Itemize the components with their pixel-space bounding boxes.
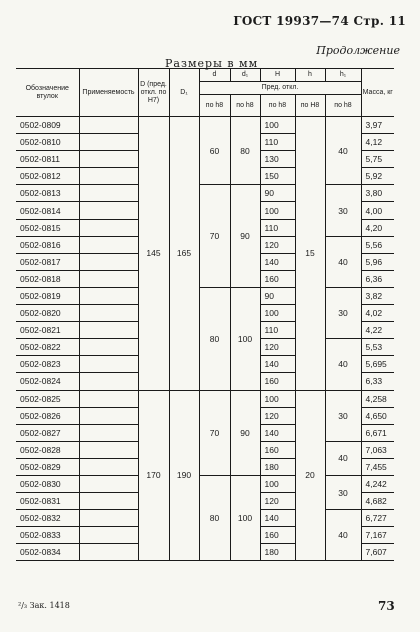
application-cell	[79, 253, 138, 270]
application-cell	[79, 373, 138, 390]
D-cell: 145	[138, 117, 169, 391]
designation-cell: 0502-0822	[16, 339, 79, 356]
designation-cell: 0502-0831	[16, 493, 79, 510]
application-cell	[79, 510, 138, 527]
designation-cell: 0502-0824	[16, 373, 79, 390]
h1-cell: 40	[325, 236, 361, 287]
tol-h: по H8	[295, 95, 325, 117]
application-cell	[79, 390, 138, 407]
H-cell: 130	[260, 151, 295, 168]
d-cell: 70	[199, 390, 230, 475]
mass-cell: 5,75	[361, 151, 394, 168]
h1-cell: 40	[325, 117, 361, 185]
tol-d: по h8	[199, 95, 230, 117]
mass-cell: 3,97	[361, 117, 394, 134]
mass-cell: 4,12	[361, 134, 394, 151]
H-cell: 100	[260, 390, 295, 407]
designation-cell: 0502-0828	[16, 441, 79, 458]
application-cell	[79, 527, 138, 544]
h-cell: 20	[295, 390, 325, 561]
d1-cell: 100	[230, 475, 260, 560]
h1-cell: 30	[325, 390, 361, 441]
H-cell: 180	[260, 544, 295, 561]
H-cell: 160	[260, 441, 295, 458]
col-d: d	[199, 69, 230, 82]
H-cell: 150	[260, 168, 295, 185]
application-cell	[79, 544, 138, 561]
mass-cell: 4,682	[361, 493, 394, 510]
table-row	[16, 185, 394, 202]
col-D: D (пред. откл. по H7)	[138, 69, 169, 117]
mass-cell: 5,695	[361, 356, 394, 373]
h1-cell: 30	[325, 287, 361, 338]
continuation-label: Продолжение	[316, 44, 400, 57]
designation-cell: 0502-0809	[16, 117, 79, 134]
h1-cell: 40	[325, 441, 361, 475]
mass-cell: 3,82	[361, 287, 394, 304]
H-cell: 120	[260, 236, 295, 253]
application-cell	[79, 339, 138, 356]
mass-cell: 7,455	[361, 458, 394, 475]
mass-cell: 4,02	[361, 305, 394, 322]
mass-cell: 5,96	[361, 253, 394, 270]
H-cell: 180	[260, 458, 295, 475]
mass-cell: 4,00	[361, 202, 394, 219]
d-cell: 60	[199, 117, 230, 185]
mass-cell: 6,671	[361, 424, 394, 441]
application-cell	[79, 475, 138, 492]
D1-cell: 190	[169, 390, 199, 561]
designation-cell: 0502-0832	[16, 510, 79, 527]
H-cell: 110	[260, 219, 295, 236]
h1-cell: 30	[325, 185, 361, 236]
H-cell: 90	[260, 185, 295, 202]
H-cell: 120	[260, 339, 295, 356]
application-cell	[79, 458, 138, 475]
table-row	[16, 390, 394, 407]
mass-cell: 7,063	[361, 441, 394, 458]
H-cell: 140	[260, 510, 295, 527]
designation-cell: 0502-0811	[16, 151, 79, 168]
application-cell	[79, 219, 138, 236]
h-cell: 15	[295, 117, 325, 391]
tolerance-header: Пред. откл.	[199, 82, 361, 95]
mass-cell: 5,56	[361, 236, 394, 253]
col-designation: Обозначение втулок	[16, 69, 79, 117]
h1-cell: 40	[325, 510, 361, 561]
dimensions-table	[16, 68, 394, 561]
designation-cell: 0502-0821	[16, 322, 79, 339]
H-cell: 140	[260, 424, 295, 441]
col-mass: Масса, кг	[361, 69, 394, 117]
designation-cell: 0502-0834	[16, 544, 79, 561]
table-row	[16, 287, 394, 304]
designation-cell: 0502-0817	[16, 253, 79, 270]
designation-cell: 0502-0816	[16, 236, 79, 253]
H-cell: 100	[260, 202, 295, 219]
col-h: h	[295, 69, 325, 82]
designation-cell: 0502-0833	[16, 527, 79, 544]
d-cell: 80	[199, 287, 230, 390]
mass-cell: 7,607	[361, 544, 394, 561]
mass-cell: 3,80	[361, 185, 394, 202]
mass-cell: 4,258	[361, 390, 394, 407]
d1-cell: 90	[230, 185, 260, 288]
H-cell: 160	[260, 373, 295, 390]
application-cell	[79, 493, 138, 510]
standard-header: ГОСТ 19937—74 Стр. 11	[233, 14, 406, 28]
H-cell: 120	[260, 407, 295, 424]
application-cell	[79, 117, 138, 134]
mass-cell: 6,33	[361, 373, 394, 390]
designation-cell: 0502-0819	[16, 287, 79, 304]
mass-cell: 6,727	[361, 510, 394, 527]
tol-d1: по h8	[230, 95, 260, 117]
H-cell: 160	[260, 527, 295, 544]
d-cell: 70	[199, 185, 230, 288]
application-cell	[79, 287, 138, 304]
tol-H: по h8	[260, 95, 295, 117]
mass-cell: 5,53	[361, 339, 394, 356]
application-cell	[79, 151, 138, 168]
designation-cell: 0502-0813	[16, 185, 79, 202]
application-cell	[79, 134, 138, 151]
designation-cell: 0502-0820	[16, 305, 79, 322]
designation-cell: 0502-0829	[16, 458, 79, 475]
mass-cell: 4,242	[361, 475, 394, 492]
d1-cell: 100	[230, 287, 260, 390]
H-cell: 120	[260, 493, 295, 510]
application-cell	[79, 202, 138, 219]
mass-cell: 4,20	[361, 219, 394, 236]
application-cell	[79, 305, 138, 322]
application-cell	[79, 424, 138, 441]
col-application: Применяемость	[79, 69, 138, 117]
sizes-caption: Размеры в мм	[165, 57, 259, 70]
H-cell: 140	[260, 356, 295, 373]
h1-cell: 40	[325, 339, 361, 390]
designation-cell: 0502-0826	[16, 407, 79, 424]
H-cell: 100	[260, 117, 295, 134]
designation-cell: 0502-0830	[16, 475, 79, 492]
print-order-note: ²/₃ Зак. 1418	[18, 601, 70, 610]
H-cell: 160	[260, 270, 295, 287]
application-cell	[79, 356, 138, 373]
designation-cell: 0502-0810	[16, 134, 79, 151]
designation-cell: 0502-0827	[16, 424, 79, 441]
col-d1: d₁	[230, 69, 260, 82]
application-cell	[79, 185, 138, 202]
col-D1: D₁	[169, 69, 199, 117]
mass-cell: 6,36	[361, 270, 394, 287]
d1-cell: 90	[230, 390, 260, 475]
page-number: 73	[378, 599, 395, 613]
h1-cell: 30	[325, 475, 361, 509]
col-h1: h₁	[325, 69, 361, 82]
application-cell	[79, 441, 138, 458]
H-cell: 140	[260, 253, 295, 270]
table-row	[16, 117, 394, 134]
table-row	[16, 475, 394, 492]
mass-cell: 4,650	[361, 407, 394, 424]
designation-cell: 0502-0815	[16, 219, 79, 236]
mass-cell: 7,167	[361, 527, 394, 544]
designation-cell: 0502-0825	[16, 390, 79, 407]
designation-cell: 0502-0814	[16, 202, 79, 219]
application-cell	[79, 322, 138, 339]
H-cell: 100	[260, 305, 295, 322]
H-cell: 110	[260, 134, 295, 151]
H-cell: 110	[260, 322, 295, 339]
mass-cell: 4,22	[361, 322, 394, 339]
d-cell: 80	[199, 475, 230, 560]
H-cell: 90	[260, 287, 295, 304]
designation-cell: 0502-0823	[16, 356, 79, 373]
D-cell: 170	[138, 390, 169, 561]
application-cell	[79, 270, 138, 287]
mass-cell: 5,92	[361, 168, 394, 185]
H-cell: 100	[260, 475, 295, 492]
d1-cell: 80	[230, 117, 260, 185]
application-cell	[79, 407, 138, 424]
application-cell	[79, 236, 138, 253]
designation-cell: 0502-0818	[16, 270, 79, 287]
col-H: H	[260, 69, 295, 82]
tol-h1: по h8	[325, 95, 361, 117]
application-cell	[79, 168, 138, 185]
designation-cell: 0502-0812	[16, 168, 79, 185]
D1-cell: 165	[169, 117, 199, 391]
